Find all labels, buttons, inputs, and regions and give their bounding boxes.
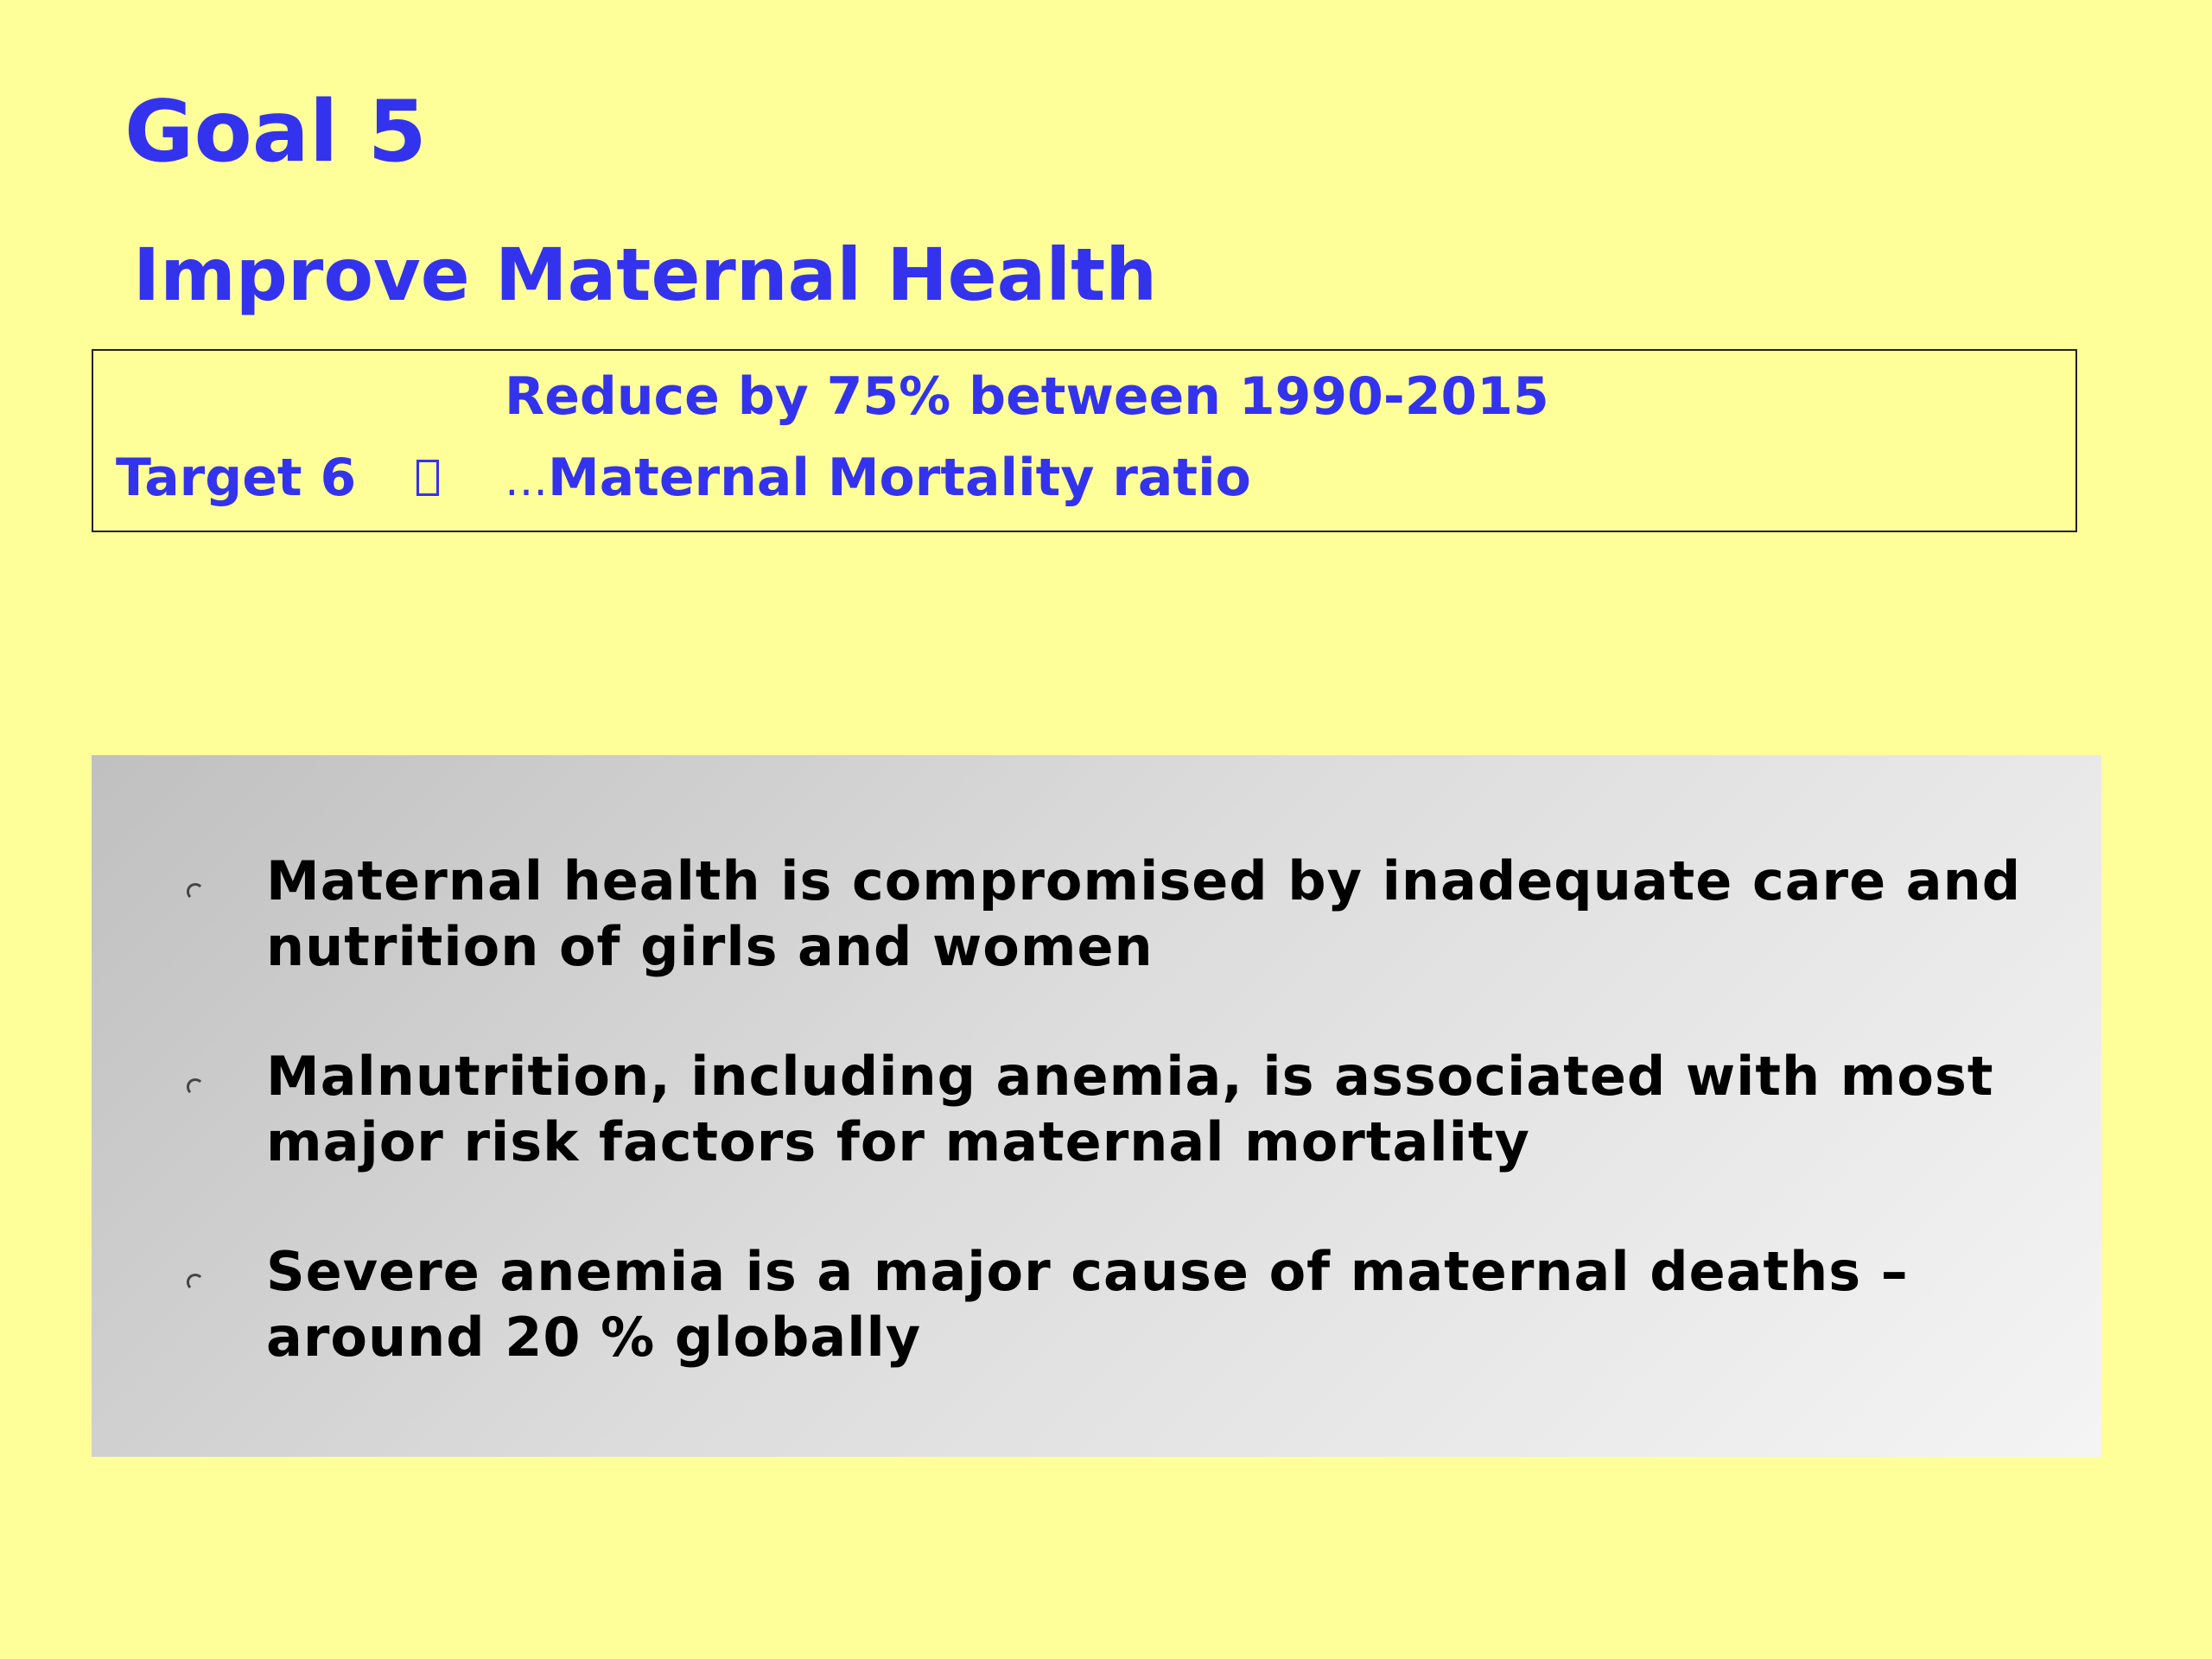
bullet-icon <box>187 883 204 900</box>
arrow-right-icon <box>416 460 439 496</box>
target-reduction-text: Reduce by 75% between 1990-2015 <box>505 366 1549 427</box>
bullet-icon <box>187 1078 204 1096</box>
bullet-text: Maternal health is compromised by inadequate care and nutrition of girls and women <box>266 849 2022 978</box>
target-indicator-text <box>505 449 1251 506</box>
bullet-text: Malnutrition, including anemia, is associated with most major risk factors for maternal mortality <box>266 1045 1994 1173</box>
goal-title: Goal 5 <box>124 83 427 181</box>
ellipsis: … <box>505 455 548 505</box>
goal-subtitle: Improve Maternal Health <box>133 232 1158 317</box>
bullet-text: Severe anemia is a major cause of maternal deaths – around 20 % globally <box>266 1240 1909 1369</box>
bullet-panel <box>92 755 2101 1457</box>
target-indicator-label: Maternal Mortality ratio <box>548 448 1251 508</box>
target-label: Target 6 <box>116 448 357 508</box>
bullet-icon <box>187 1274 204 1291</box>
target-box <box>92 349 2077 532</box>
